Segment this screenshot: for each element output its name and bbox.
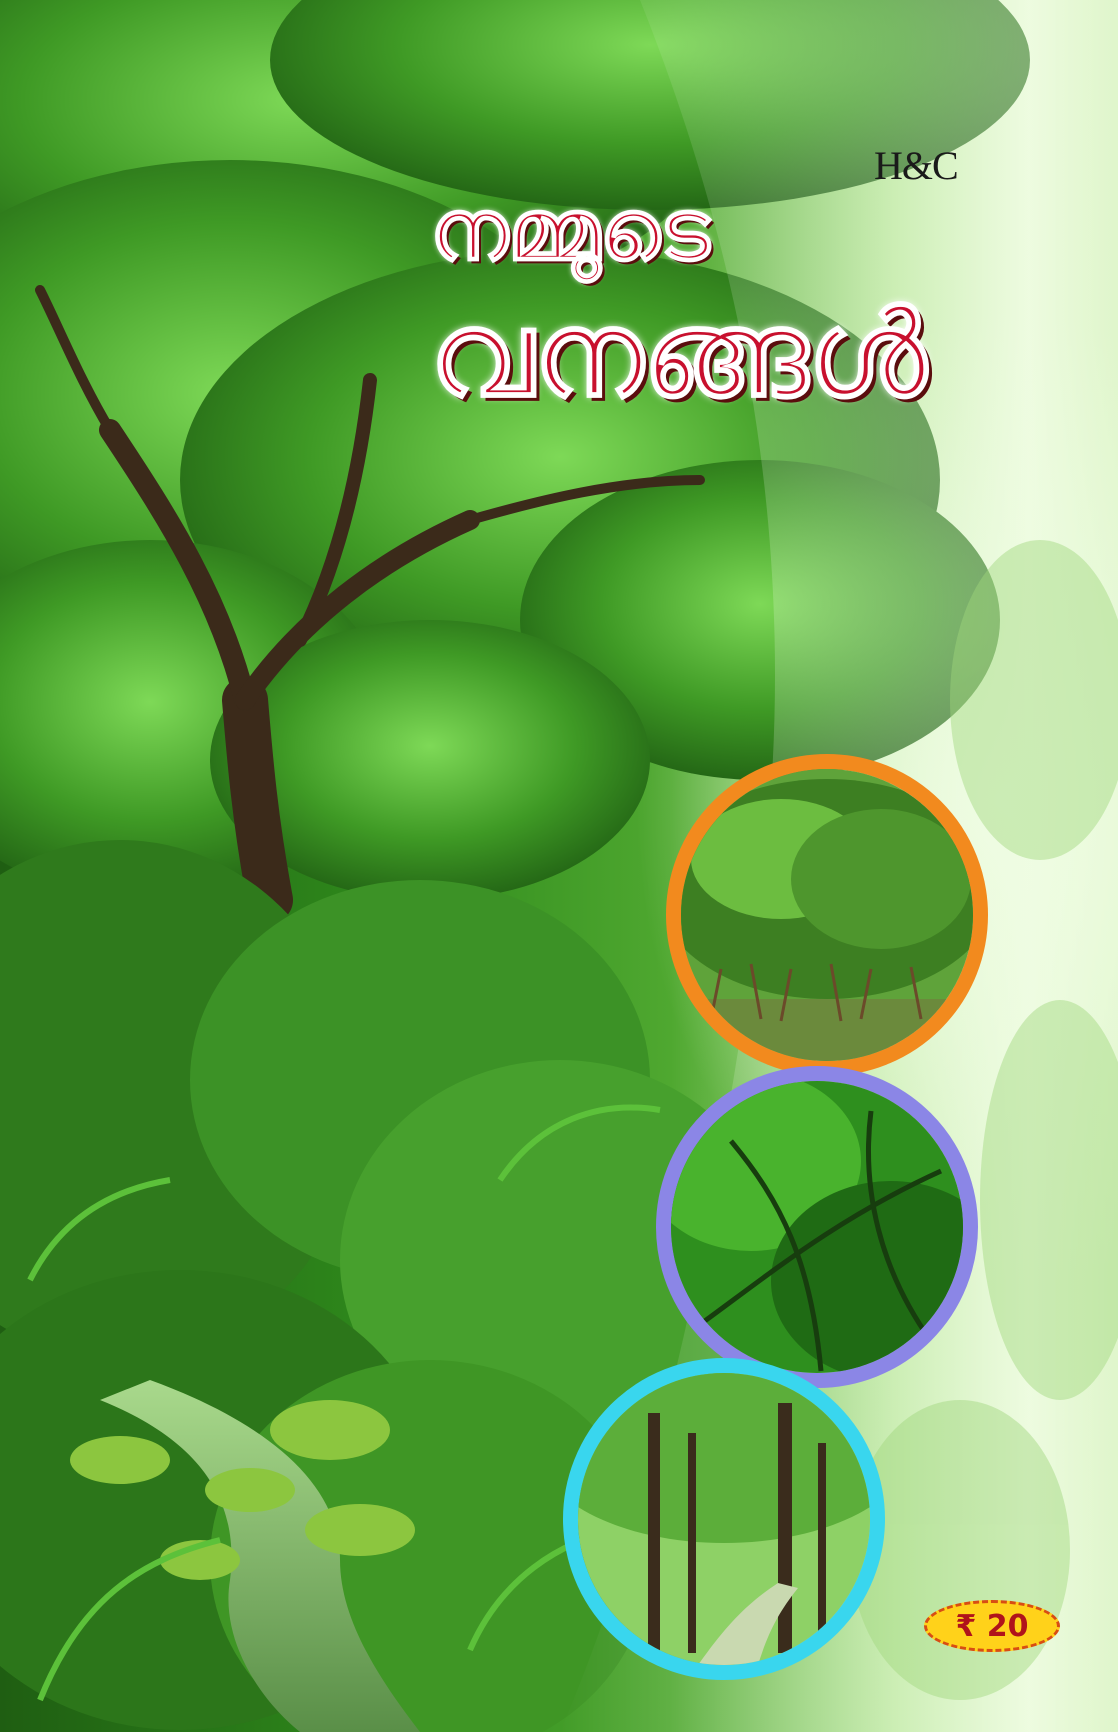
dense-forest-photo <box>671 1081 963 1373</box>
woodland-path-photo <box>578 1373 870 1665</box>
price-badge: ₹ 20 <box>924 1600 1060 1652</box>
woodland-path-photo-circle <box>563 1358 885 1680</box>
title-line-1: നമ്മുടെ <box>430 181 710 279</box>
title-line-2: വനങ്ങൾ <box>430 285 927 423</box>
mangrove-photo <box>681 769 973 1061</box>
dense-forest-photo-circle <box>656 1066 978 1388</box>
mangrove-photo-circle <box>666 754 988 1076</box>
publisher-logo: H&C <box>874 143 958 188</box>
